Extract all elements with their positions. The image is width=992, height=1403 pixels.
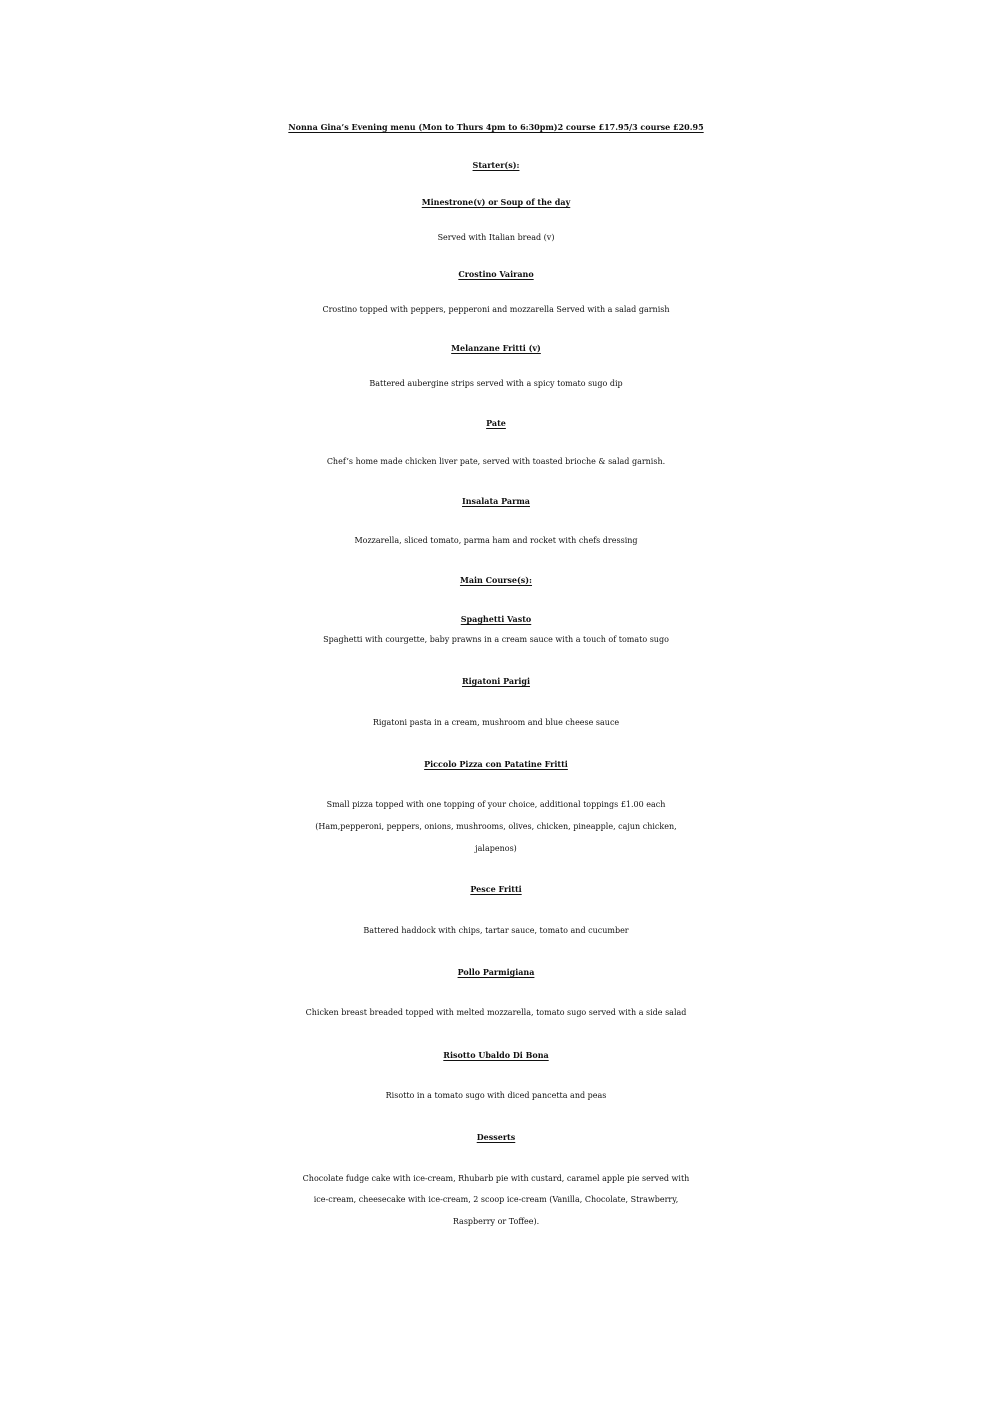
starter-description: Chef’s home made chicken liver pate, served with toasted brioche & salad garnish. (326, 457, 666, 466)
starter-name: Crostino Vairano (458, 269, 534, 279)
main-name: Risotto Ubaldo Di Bona (443, 1050, 549, 1060)
starter-description: Crostino topped with peppers, pepperoni and mozzarella Served with a salad garnish (322, 305, 670, 314)
starter-description: Served with Italian bread (v) (437, 233, 555, 242)
main-description-line: Small pizza topped with one topping of your choice, additional toppings £1.00 each (326, 800, 666, 809)
desserts-description-line: ice-cream, cheesecake with ice-cream, 2 scoop ice-cream (Vanilla, Chocolate, Strawberry, (313, 1195, 679, 1204)
main-name: Rigatoni Parigi (461, 676, 530, 686)
desserts-heading: Desserts (476, 1132, 516, 1142)
main-description: Risotto in a tomato sugo with diced pancetta and peas (385, 1091, 607, 1100)
main-description-line: jalapenos) (475, 844, 517, 853)
mains-heading: Main Course(s): (459, 575, 533, 585)
main-name: Piccolo Pizza con Patatine Fritti (424, 759, 568, 769)
menu-title: Nonna Gina’s Evening menu (Mon to Thurs 4pm to 6:30pm)2 course £17.95/3 course £20.95 (288, 122, 704, 132)
desserts-description-line: Raspberry or Toffee). (452, 1217, 540, 1226)
main-description: Spaghetti with courgette, baby prawns in a cream sauce with a touch of tomato sugo (323, 635, 669, 644)
main-name: Pollo Parmigiana (457, 967, 535, 977)
main-description: Rigatoni pasta in a cream, mushroom and blue cheese sauce (372, 718, 620, 727)
main-description: Battered haddock with chips, tartar sauce, tomato and cucumber (363, 926, 629, 935)
starter-description: Battered aubergine strips served with a spicy tomato sugo dip (369, 379, 623, 388)
starter-name: Pate (486, 418, 506, 428)
main-name: Spaghetti Vasto (460, 614, 532, 624)
starter-name: Minestrone(v) or Soup of the day (421, 197, 571, 207)
starter-description: Mozzarella, sliced tomato, parma ham and rocket with chefs dressing (354, 536, 638, 545)
main-description-line: (Ham,pepperoni, peppers, onions, mushrooms, olives, chicken, pineapple, cajun chicken, (315, 822, 677, 831)
starter-name: Melanzane Fritti (v) (451, 343, 541, 353)
desserts-description-line: Chocolate fudge cake with ice-cream, Rhubarb pie with custard, caramel apple pie served with (302, 1174, 690, 1183)
starter-name: Insalata Parma (462, 496, 530, 506)
starters-heading: Starter(s): (472, 160, 520, 170)
main-description: Chicken breast breaded topped with melted mozzarella, tomato sugo served with a side salad (305, 1008, 687, 1017)
main-name: Pesce Fritti (470, 884, 522, 894)
